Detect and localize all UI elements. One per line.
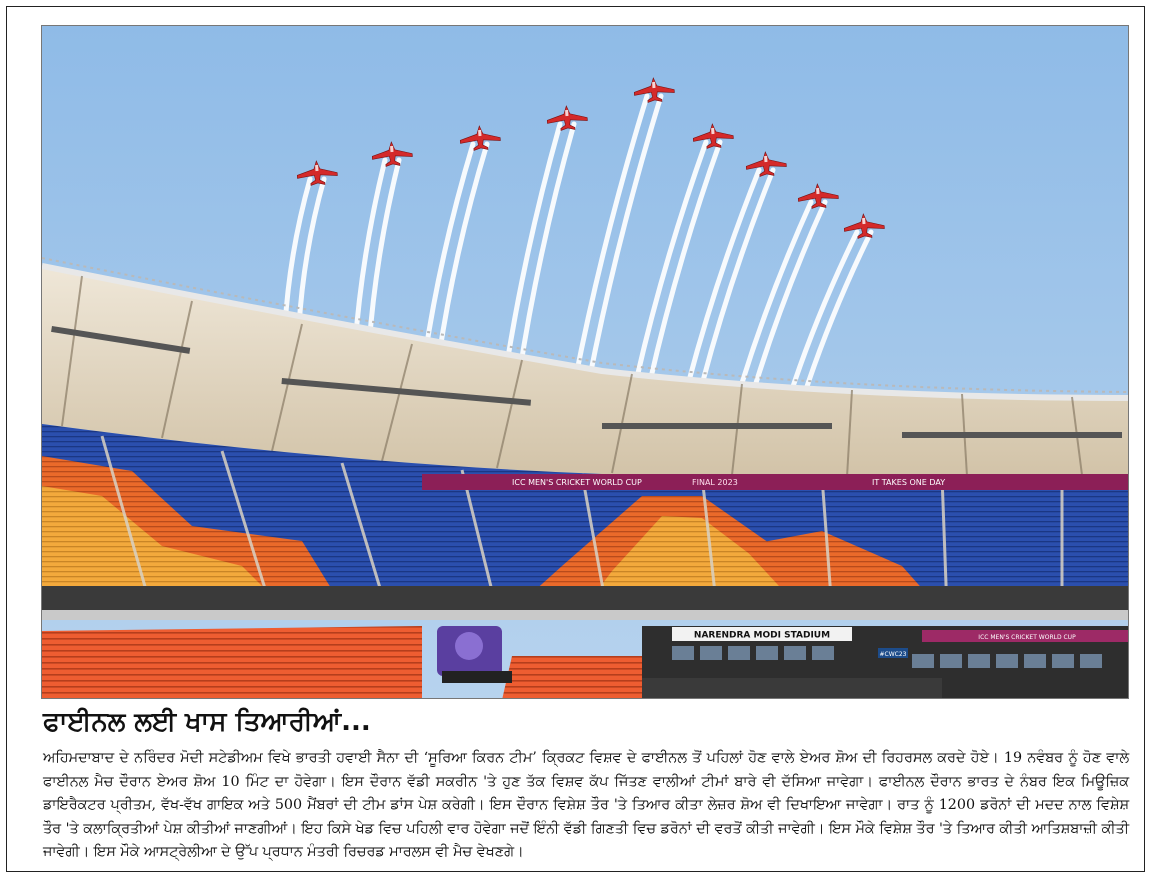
banner-text: ICC MEN'S CRICKET WORLD CUP — [512, 478, 642, 487]
newspaper-clipping — [6, 6, 1145, 872]
headline: ਫਾਈਨਲ ਲਈ ਖਾਸ ਤਿਆਰੀਆਂ... — [43, 707, 371, 737]
tagline-text: IT TAKES ONE DAY — [872, 478, 946, 487]
photo-scene — [42, 26, 1129, 699]
lower-stand-red — [42, 626, 422, 699]
stadium-airshow-photo — [41, 25, 1129, 699]
article-body: ਅਹਿਮਦਾਬਾਦ ਦੇ ਨਰਿੰਦਰ ਮੋਦੀ ਸਟੇਡੀਅਮ ਵਿਖੇ ਭਾਰਤੀ ਹਵਾਈ ਸੈਨਾ ਦੀ ‘ਸੂਰਿਆ ਕਿਰਨ ਟੀਮ’ ਕ੍ਰਿਕਟ ਵਿਸ਼ਵ ਦੇ ਫਾਈਨਲ ਤੋਂ ਪਹਿਲਾਂ ਹੋਣ ਵਾਲੇ ਏਅਰ ਸ਼ੋਅ ਦੀ ਰਿਹਰਸਲ ਕਰਦੇ ਹੋਏ। 19 ਨਵੰਬਰ ਨੂੰ ਹੋਣ ਵਾਲੇ ਫਾਈਨਲ ਮੈਚ ਦੌਰਾਨ ਏਅਰ ਸ਼ੋਅ 10 ਮਿੰਟ ਦਾ ਹੋਵੇਗਾ। ਇਸ ਦੌਰਾਨ ਵੱਡੀ ਸਕਰੀਨ 'ਤੇ ਹੁਣ ਤੱਕ ਵਿਸ਼ਵ ਕੱਪ ਜਿੱਤਣ ਵਾਲੀਆਂ ਟੀਮਾਂ ਬਾਰੇ ਵੀ ਦੱਸਿਆ ਜਾਵੇਗਾ। ਫਾਈਨਲ ਦੌਰਾਨ ਭਾਰਤ ਦੇ ਨੰਬਰ ਇਕ ਮਿਊਜ਼ਿਕ ਡਾਇਰੈਕਟਰ ਪ੍ਰੀਤਮ, ਵੱਖ-ਵੱਖ ਗਾਇਕ ਅਤੇ 500 ਮੈਂਬਰਾਂ ਦੀ ਟੀਮ ਡਾਂਸ ਪੇਸ਼ ਕਰੇਗੀ। ਇਸ ਦੌਰਾਨ ਵਿਸ਼ੇਸ਼ ਤੌਰ 'ਤੇ ਤਿਆਰ ਕੀਤਾ ਲੇਜ਼ਰ ਸ਼ੋਅ ਵੀ ਦਿਖਾਇਆ ਜਾਵੇਗਾ। ਰਾਤ ਨੂੰ 1200 ਡਰੋਨਾਂ ਦੀ ਮਦਦ ਨਾਲ ਵਿਸ਼ੇਸ਼ ਤੌਰ 'ਤੇ ਕਲਾਕ੍ਰਿਤੀਆਂ ਪੇਸ਼ ਕੀਤੀਆਂ ਜਾਣਗੀਆਂ। ਇਹ ਕਿਸੇ ਖੇਡ ਵਿਚ ਪਹਿਲੀ ਵਾਰ ਹੋਵੇਗਾ ਜਦੋਂ ਇੰਨੀ ਵੱਡੀ ਗਿਣਤੀ ਵਿਚ ਡਰੋਨਾਂ ਦੀ ਵਰਤੋਂ ਕੀਤੀ ਜਾਵੇਗੀ। ਇਸ ਮੌਕੇ ਵਿਸ਼ੇਸ਼ ਤੌਰ 'ਤੇ ਤਿਆਰ ਕੀਤੀ ਆਤਿਸ਼ਬਾਜ਼ੀ ਕੀਤੀ ਜਾਵੇਗੀ। ਇਸ ਮੌਕੇ ਆਸਟ੍ਰੇਲੀਆ ਦੇ ਉੱਪ ਪ੍ਰਧਾਨ ਮੰਤਰੀ ਰਿਚਰਡ ਮਾਰਲਸ ਵੀ ਮੈਚ ਵੇਖਣਗੇ। — [43, 750, 1129, 861]
right-banner-text: ICC MEN'S CRICKET WORLD CUP — [978, 634, 1076, 641]
hashtag-text: #CWC23 — [879, 651, 907, 658]
final-text: FINAL 2023 — [692, 478, 738, 487]
tier-divider — [42, 586, 1129, 614]
stadium-name-text: NARENDRA MODI STADIUM — [693, 630, 831, 641]
